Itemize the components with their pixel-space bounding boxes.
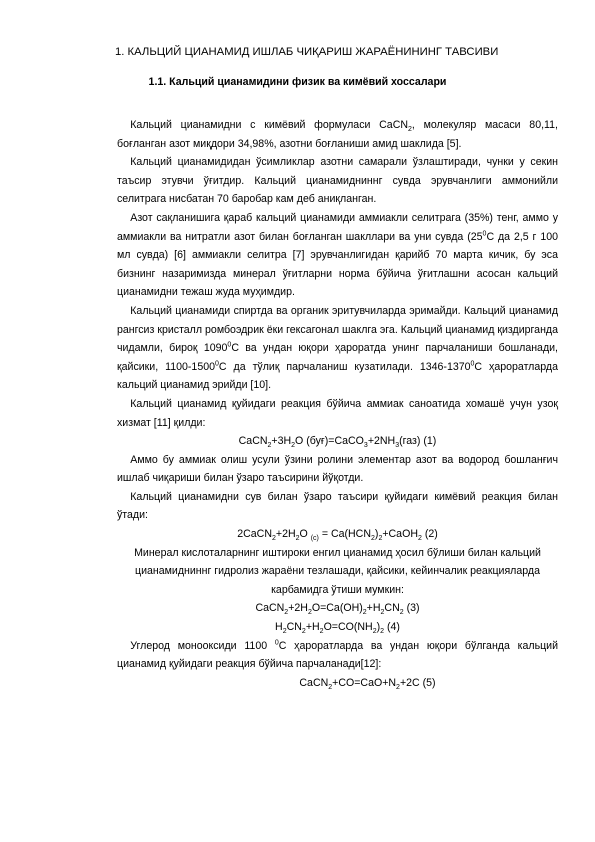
subscript: 2 xyxy=(282,628,287,636)
equation-text: ) xyxy=(374,528,379,541)
subscript: 2 xyxy=(417,535,422,543)
equation-text: ) xyxy=(376,621,381,634)
equation-text: O (буғ)=CaCO xyxy=(295,435,364,448)
paragraph-line: Минерал кислоталарнинг иштироки енгил цианамид ҳосил бўлиши билан кальций xyxy=(134,546,541,559)
paragraph-text: , молекуляр масаси 80,11, боғланган азот миқдори 34,98%, азотни боғланиши амид шаклида [5]. xyxy=(117,119,558,150)
subscript: (с) xyxy=(310,535,319,543)
equation-text: O=CO(NH xyxy=(323,621,373,634)
paragraph-line: цианамидниннг гидролиз жараёни тезлашади, қайсики, кейинчалик реакцияларда xyxy=(135,565,540,578)
subscript: 2 xyxy=(284,609,289,617)
paragraph-text: С ҳароратларда кальций цианамид эрийди [10]. xyxy=(117,360,558,392)
paragraph-text: С да 2,5 г 100 мл сувда) [6] аммиакли селитра [7] эрувчанлигидан қарийб 70 марта кичик, бу эса бизнинг назаримизда минерал ўғитларни норма бўйича ўғитлашни асосан кальций цианамидни тежаш жуда муҳимдир. xyxy=(117,230,558,299)
paragraph-text: Кальций цианамидни с кимёвий формуласи CaCN xyxy=(130,119,408,131)
superscript: 0 xyxy=(470,360,475,368)
equation-text: CaCN xyxy=(255,602,285,615)
subscript: 2 xyxy=(378,535,383,543)
subscript: 2 xyxy=(307,609,312,617)
paragraph-3 xyxy=(117,209,558,302)
subscript: 2 xyxy=(372,628,377,636)
subscript: 2 xyxy=(291,442,296,450)
paragraph-text: С ҳароратларда ва ундан юқори бўлганда кальций цианамид қуйидаги реакция бўйича парчаланади[12]: xyxy=(117,639,558,671)
equation-text: +2NH xyxy=(367,435,396,448)
equation-text: (газ) (1) xyxy=(399,435,437,448)
superscript: 0 xyxy=(482,230,487,238)
paragraph-1 xyxy=(117,116,558,153)
subscript: 2 xyxy=(362,609,367,617)
superscript: 0 xyxy=(274,639,279,647)
section-heading: 1.1. Кальций цианамидини физик ва кимёвий хоссалари xyxy=(148,76,447,88)
equation-text: +H xyxy=(366,602,381,615)
paragraph-text: С да тўлиқ парчаланиш кузатилади. 1346-1370 xyxy=(218,360,471,373)
document-body xyxy=(117,116,558,692)
equation-text: (4) xyxy=(384,621,400,634)
equation-text: H xyxy=(275,621,283,634)
subscript: 3 xyxy=(395,442,400,450)
subscript: 3 xyxy=(363,442,368,450)
paragraph-2: Кальций цианамидидан ўсимликлар азотни самарали ўзлаштиради, чунки у секин таъсир этувчи ўғитдир. Кальций цианамидниннг сувда эрувчанлиги аммонийли селитрага нисбатан 70 баробар кам деб аниқланган. xyxy=(117,156,558,206)
paragraph-4 xyxy=(117,302,558,395)
equation-4 xyxy=(117,618,558,637)
superscript: 0 xyxy=(215,360,219,368)
subscript: 2 xyxy=(328,683,333,691)
subscript: 2 xyxy=(267,442,272,450)
equation-text: +2H xyxy=(275,528,296,541)
equation-text: CaCN xyxy=(299,676,329,689)
equation-5 xyxy=(117,674,558,693)
subscript: 2 xyxy=(408,126,412,134)
paragraph-text: Азот сақланишига қараб кальций цианамиди аммиакли селитрага (35%) тенг, аммо у аммиакли ва нитратли азот билан боғланган шакллари ва уни сувда (25 xyxy=(117,211,558,243)
subscript: 2 xyxy=(301,628,306,636)
equation-2 xyxy=(117,525,558,544)
equation-text: +CaOH xyxy=(382,528,418,541)
subscript: 2 xyxy=(319,628,324,636)
paragraph-8 xyxy=(97,544,578,600)
subscript: 2 xyxy=(396,683,400,691)
subscript: 2 xyxy=(399,609,404,617)
subscript: 2 xyxy=(295,535,300,543)
paragraph-9 xyxy=(117,637,558,674)
chapter-heading: 1. КАЛЬЦИЙ ЦИАНАМИД ИШЛАБ ЧИҚАРИШ ЖАРАЁНИНИНГ ТАВСИВИ xyxy=(115,46,499,58)
paragraph-text: С ва ундан юқори ҳароратда унинг парчаланиши бошланади, қайсики, 1100-1500 xyxy=(117,342,558,373)
subscript: 2 xyxy=(271,535,276,543)
superscript: 0 xyxy=(227,341,232,349)
equation-text: +CO=CaO+N xyxy=(332,676,397,689)
paragraph-6: Аммо бу аммиак олиш усули ўзини ролини элементар азот ва водород бошланғич ишлаб чиқариши билан ўзаро таъсирини йўқотди. xyxy=(117,453,558,485)
equation-text: CN xyxy=(384,602,400,615)
equation-text: +2C (5) xyxy=(399,676,436,689)
equation-text: +2H xyxy=(288,602,308,615)
subscript: 2 xyxy=(371,535,375,543)
paragraph-5: Кальций цианамид қуйидаги реакция бўйича аммиак саноатида хомашё учун узоқ хизмат [11] қилди: xyxy=(117,397,558,429)
paragraph-text: Углерод монооксиди 1100 xyxy=(130,639,275,652)
equation-text: +H xyxy=(305,621,320,634)
equation-text: CN xyxy=(286,621,302,634)
equation-text: +3H xyxy=(271,435,292,448)
subscript: 2 xyxy=(380,628,385,636)
equation-text: (3) xyxy=(403,602,420,615)
paragraph-7: Кальций цианамидни сув билан ўзаро таъсири қуйидаги кимёвий реакция билан ўтади: xyxy=(117,490,558,522)
subscript: 2 xyxy=(380,609,385,617)
equation-1 xyxy=(117,432,558,451)
paragraph-text: Кальций цианамиди спиртда ва органик эритувчиларда эримайди. Кальций цианамид рангсиз кристалл ромбоэдрик ёки гексагонал шаклга эга. Кальций цианамид қиздирганда чидамли, бироқ 1090 xyxy=(117,304,558,355)
equation-text: (2) xyxy=(421,528,438,541)
equation-text: O xyxy=(299,528,311,541)
equation-text: CaCN xyxy=(238,435,268,448)
equation-text: O=Ca(OH) xyxy=(311,602,363,615)
equation-3 xyxy=(117,599,558,618)
equation-text: = Ca(HCN xyxy=(318,528,371,541)
paragraph-line: карбамидга ўтиши мумкин: xyxy=(271,583,404,596)
equation-text: 2CaCN xyxy=(237,528,272,541)
